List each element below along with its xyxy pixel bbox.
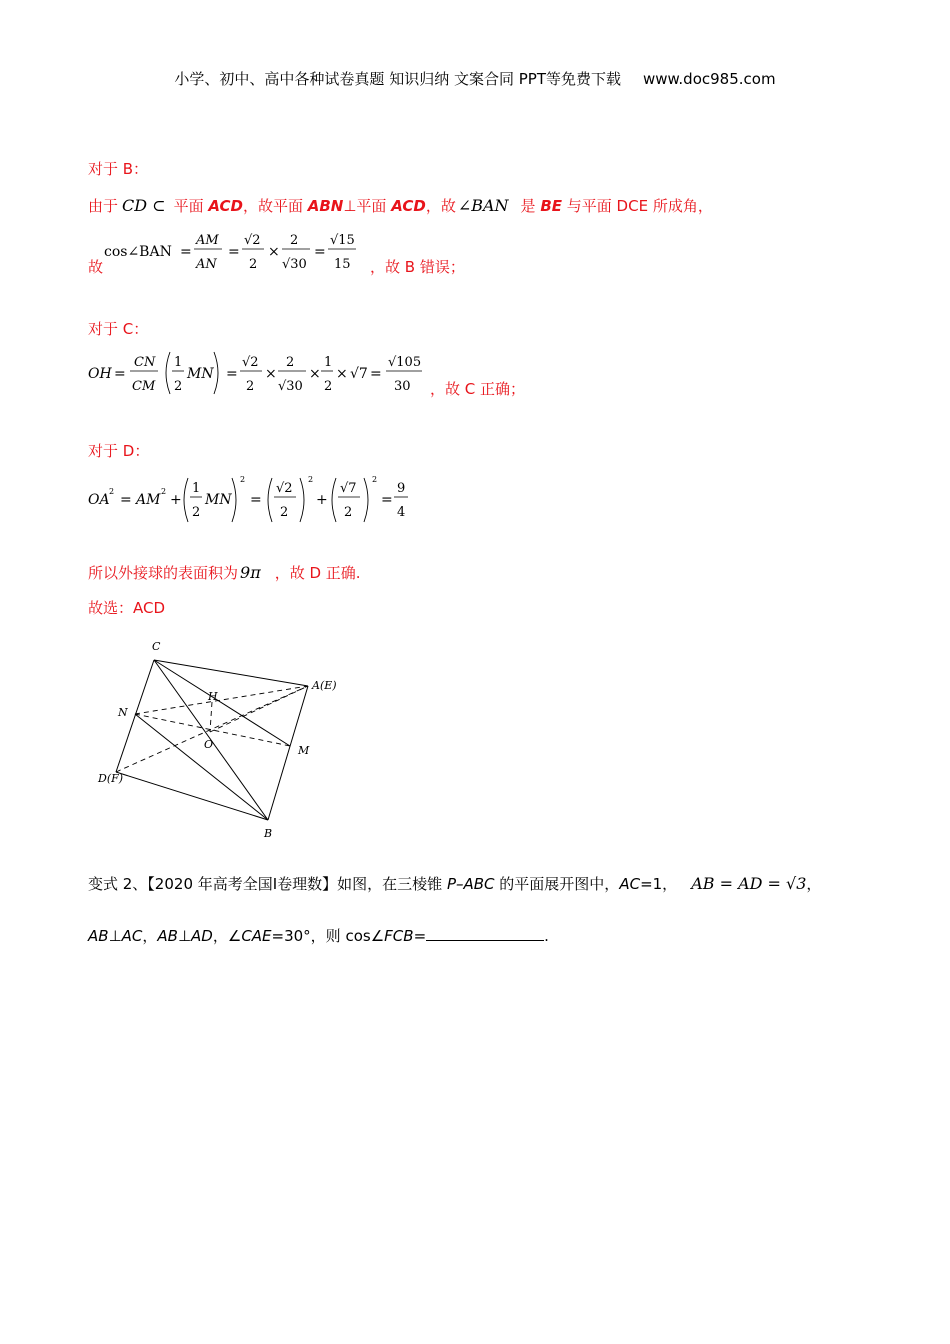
formula-oa: [88, 470, 418, 528]
math-den: 2: [249, 257, 258, 272]
label-o: O: [204, 738, 214, 751]
math-eq: =: [381, 492, 393, 508]
math-eq: =: [120, 492, 132, 508]
text-segment: 由于: [88, 197, 119, 215]
math-den: 2: [246, 379, 255, 394]
text-segment: .: [544, 927, 549, 945]
text-segment: ，∠: [212, 927, 242, 945]
variant-line2: [88, 925, 549, 946]
label-a: A(E): [312, 679, 337, 692]
label-m: M: [298, 744, 310, 757]
edge-nb: [135, 714, 268, 820]
math-9pi: 9π: [240, 563, 261, 582]
math-num: 2: [290, 233, 299, 248]
math-sup: 2: [161, 487, 167, 496]
paren-right: [214, 352, 218, 394]
text-segment: 平面: [173, 197, 209, 215]
math-den: CM: [132, 379, 156, 394]
math-num: √2: [276, 481, 293, 496]
text-segment: ，故: [425, 197, 456, 215]
math-den: 2: [280, 505, 289, 520]
math-den: 15: [334, 257, 351, 272]
text-italic: ACD: [391, 197, 426, 215]
math-den: √30: [278, 379, 303, 394]
section-d-title: 对于 D：: [88, 442, 150, 460]
math-den: 30: [394, 379, 411, 394]
section-c-title: 对于 C：: [88, 320, 149, 338]
math-ab-ad: AB = AD = √3: [691, 874, 807, 893]
text-segment: ，: [142, 927, 158, 945]
math-eq: =: [180, 244, 192, 260]
text-italic: AD: [191, 927, 213, 945]
math-num: √15: [330, 233, 355, 248]
math-num: 2: [286, 355, 295, 370]
text-segment: 与平面 DCE 所成角，: [562, 197, 713, 215]
math-eq: =: [228, 244, 240, 260]
text-italic: FCB: [384, 927, 414, 945]
text-segment: =: [413, 927, 427, 945]
section-b-line1: [88, 195, 713, 216]
math-num: √2: [244, 233, 261, 248]
math-times: ×: [268, 244, 280, 260]
math-plus: +: [316, 492, 328, 508]
edge-cm: [154, 660, 290, 746]
label-n: N: [118, 706, 128, 719]
section-b-title: 对于 B：: [88, 160, 149, 178]
text-italic: P–ABC: [446, 875, 495, 893]
text-italic: AB: [88, 927, 109, 945]
header-site: www.doc985.com: [642, 70, 776, 88]
math-num: 1: [174, 355, 183, 370]
math-oh: OH: [88, 366, 112, 382]
geometry-figure: [92, 634, 352, 844]
paren-left: [166, 352, 170, 394]
math-den: 4: [397, 505, 406, 520]
label-c: C: [152, 640, 161, 653]
label-d: D(F): [98, 772, 124, 785]
math-mn: MN: [205, 492, 232, 508]
math-num: √105: [388, 355, 422, 370]
text-italic: AC: [619, 875, 641, 893]
text-segment: ，: [806, 875, 822, 893]
math-num: 1: [192, 481, 201, 496]
math-eq: =: [314, 244, 326, 260]
math-cos: cos∠BAN: [104, 244, 172, 260]
edge-oa-dashed: [210, 686, 308, 732]
math-num: 1: [324, 355, 333, 370]
math-eq: =: [114, 366, 126, 382]
math-eq: =: [250, 492, 262, 508]
math-den: AN: [196, 257, 217, 272]
text-segment: 变式 2、【2020 年高考全国Ⅰ卷理数】如图，在三棱锥: [88, 875, 447, 893]
math-num: AM: [196, 233, 219, 248]
text-italic: BE: [540, 197, 563, 215]
label-b: B: [264, 827, 273, 840]
text-italic: ABN: [307, 197, 344, 215]
math-subset: CD ⊂: [122, 196, 166, 215]
math-den: 2: [192, 505, 201, 520]
math-den: √30: [282, 257, 307, 272]
math-num: CN: [134, 355, 156, 370]
section-d-conclusion: [88, 562, 361, 583]
math-sup: 2: [109, 487, 115, 496]
math-times: ×: [336, 366, 348, 382]
header-text: 小学、初中、高中各种试卷真题 知识归纳 文案合同 PPT等免费下载: [174, 70, 621, 88]
label-h: H: [208, 690, 218, 703]
text-segment: =30°，则 cos∠: [271, 927, 385, 945]
math-eq: =: [370, 366, 382, 382]
math-den: 2: [174, 379, 183, 394]
math-eq: =: [226, 366, 238, 382]
page-header: [0, 68, 950, 89]
math-mn: MN: [187, 366, 214, 382]
math-times: ×: [265, 366, 277, 382]
edge-na-dashed: [135, 686, 308, 714]
text-segment: =1，: [640, 875, 678, 893]
text-italic: AB: [157, 927, 178, 945]
paren-right: [364, 478, 368, 522]
section-b-conclusion: ，故 B 错误；: [370, 258, 465, 276]
answer-blank[interactable]: [426, 926, 544, 941]
formula-oh: [88, 346, 428, 400]
text-segment: ，故平面: [242, 197, 308, 215]
math-num: √7: [340, 481, 357, 496]
paren-right: [300, 478, 304, 522]
math-num: 9: [397, 481, 406, 496]
math-angle: ∠BAN: [457, 196, 509, 215]
section-b-prefix: 故: [88, 258, 104, 276]
formula-cos-ban: [104, 226, 364, 276]
paren-left: [332, 478, 336, 522]
math-num: √2: [242, 355, 259, 370]
text-segment: ⊥: [108, 927, 122, 945]
paren-right: [232, 478, 236, 522]
edge-bd: [116, 772, 268, 820]
answer-line: 故选：ACD: [88, 599, 166, 617]
math-plus: +: [170, 492, 182, 508]
paren-left: [268, 478, 272, 522]
text-segment: ，故 D 正确.: [274, 564, 361, 582]
section-c-conclusion: ，故 C 正确；: [430, 380, 526, 398]
text-italic: CAE: [241, 927, 272, 945]
math-den: 2: [324, 379, 333, 394]
math-sup: 2: [308, 475, 314, 484]
edge-ca: [154, 660, 308, 686]
paren-left: [184, 478, 188, 522]
text-segment: ⊥: [177, 927, 192, 945]
math-den: 2: [344, 505, 353, 520]
math-times: ×: [309, 366, 321, 382]
text-segment: 是: [520, 197, 541, 215]
text-segment: 的平面展开图中，: [494, 875, 620, 893]
edge-oh-dashed: [210, 702, 212, 732]
text-italic: ACD: [208, 197, 243, 215]
math-sqrt7: √7: [350, 366, 368, 382]
text-segment: 所以外接球的表面积为: [88, 564, 239, 582]
text-segment: ⊥平面: [343, 197, 392, 215]
variant-line1: [88, 873, 821, 894]
math-sup: 2: [372, 475, 378, 484]
math-am: AM: [136, 492, 161, 508]
math-oa: OA: [88, 492, 110, 508]
math-sup: 2: [240, 475, 246, 484]
text-italic: AC: [121, 927, 143, 945]
